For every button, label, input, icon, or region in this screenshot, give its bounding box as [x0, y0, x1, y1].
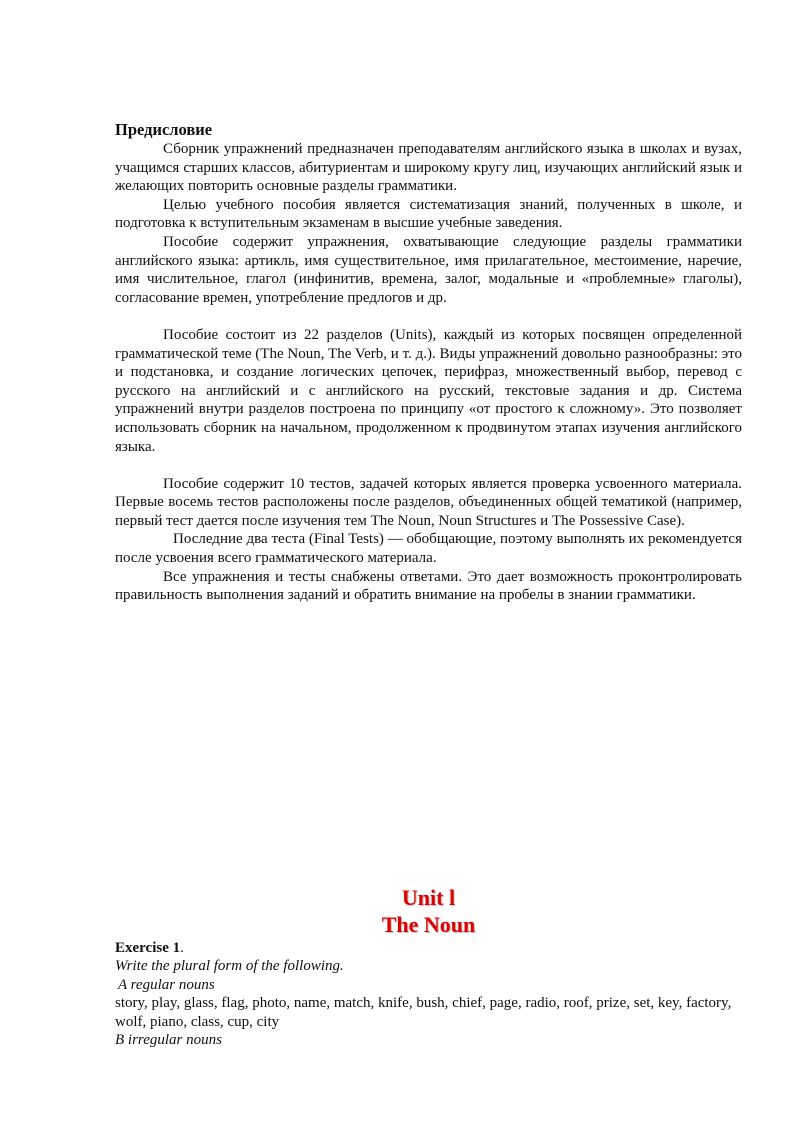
preface-paragraph-1: Сборник упражнений предназначен преподавателям английского языка в школах и вузах, учащимся старших классов, абитуриентам и широкому кругу лиц, изучающих английский язык и желающих повторить основные разделы грамматики.: [115, 141, 742, 195]
preface-paragraph-5: Пособие содержит 10 тестов, задачей которых является проверка усвоенного материала. Первые восемь тестов расположены после разделов, объединенных общей тематикой (например, первый тест дается после изучения тем The Noun, Noun Structures и The Possessive Case).: [115, 475, 742, 529]
section-a-words: story, play, glass, flag, photo, name, match, knife, bush, chief, page, radio, roof, prize, set, key, factory, wolf, piano, class, cup, city: [115, 995, 732, 1030]
preface-paragraph-2: Целью учебного пособия является систематизация знаний, полученных в школе, и подготовка к вступительным экзаменам в высшие учебные заведения.: [115, 196, 742, 232]
exercise-instruction: Write the plural form of the following.: [115, 958, 344, 975]
preface-title: Предисловие: [115, 120, 213, 139]
preface-paragraph-4: Пособие состоит из 22 разделов (Units), каждый из которых посвящен определенной грамматической теме (The Noun, The Verb, и т. д.). Виды упражнений довольно разнообразны: это и подстановка, и создание логических цепочек, перифраз, множественный выбор, перевод с русского на английский и с английского на русский, текстовые задания и др. Система упражнений внутри разделов построена по принципу «от простого к сложному». Это позволяет использовать сборник на начальном, продолженном к продвинутом этапах изучения английского языка.: [115, 326, 742, 455]
preface-paragraph-6: Последние два теста (Final Tests) — обобщающие, поэтому выполнять их рекомендуется после усвоения всего грамматического материала.: [115, 531, 742, 567]
preface-section: [115, 120, 742, 605]
paragraph-gap: [115, 307, 742, 326]
exercise-title: [115, 939, 742, 957]
section-a-heading: A regular nouns: [118, 976, 215, 993]
paragraph-gap: [115, 456, 742, 475]
unit-number: Unit l: [401, 885, 456, 910]
preface-paragraph-7: Все упражнения и тесты снабжены ответами. Это дает возможность проконтролировать правильность выполнения заданий и обратить внимание на пробелы в знании грамматики.: [115, 568, 742, 604]
unit-name: The Noun: [381, 912, 476, 937]
exercise-label: Exercise 1: [115, 940, 181, 956]
unit-heading: [115, 884, 742, 938]
section-b-heading: B irregular nouns: [115, 1032, 222, 1049]
preface-paragraph-3: Пособие содержит упражнения, охватывающие следующие разделы грамматики английского языка: артикль, имя существительное, имя прилагательное, местоимение, наречие, имя числительное, глагол (инфинитив, времена, залог, модальные и «проблемные» глаголы), согласование времен, употребление предлогов и др.: [115, 233, 742, 306]
exercise-section: [115, 939, 742, 1049]
exercise-label-suffix: .: [180, 940, 184, 956]
